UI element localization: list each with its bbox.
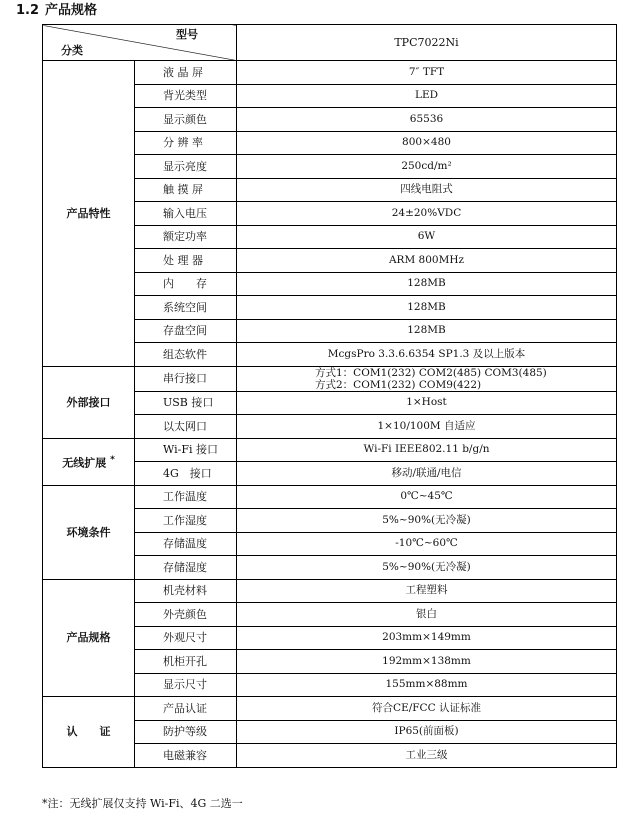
section-number: 1.2 bbox=[16, 3, 40, 18]
spec-item-label: Wi-Fi 接口 bbox=[135, 438, 237, 462]
spec-item-label: 防护等级 bbox=[135, 720, 237, 744]
spec-item-label: 机壳材料 bbox=[135, 579, 237, 603]
category-name: 无线扩展 bbox=[62, 456, 107, 470]
spec-item-label: 以太网口 bbox=[135, 415, 237, 439]
spec-row bbox=[43, 366, 617, 391]
category-cell bbox=[43, 697, 135, 768]
category-name: 产品规格 bbox=[66, 631, 111, 645]
header-row bbox=[43, 25, 617, 61]
spec-item-label: 外观尺寸 bbox=[135, 626, 237, 650]
spec-item-value: 1×10/100M 自适应 bbox=[237, 415, 617, 439]
category-header-label: 分类 bbox=[61, 44, 83, 57]
spec-item-value: 65536 bbox=[237, 108, 617, 132]
spec-row bbox=[43, 579, 617, 603]
category-name: 环境条件 bbox=[66, 525, 111, 539]
spec-item-label: 存盘空间 bbox=[135, 319, 237, 343]
spec-item-value: LED bbox=[237, 84, 617, 108]
spec-item-value: ARM 800MHz bbox=[237, 249, 617, 273]
category-name: 认 证 bbox=[66, 725, 111, 739]
spec-item-label: 显示尺寸 bbox=[135, 673, 237, 697]
spec-item-value: 0℃~45℃ bbox=[237, 485, 617, 509]
spec-item-value: 128MB bbox=[237, 296, 617, 320]
spec-item-value: 128MB bbox=[237, 272, 617, 296]
spec-item-label: 系统空间 bbox=[135, 296, 237, 320]
spec-item-label: 额定功率 bbox=[135, 225, 237, 249]
spec-item-value: 银白 bbox=[237, 603, 617, 627]
spec-item-label: 显示颜色 bbox=[135, 108, 237, 132]
spec-item-value: 1×Host bbox=[237, 391, 617, 415]
spec-item-value: 155mm×88mm bbox=[237, 673, 617, 697]
spec-value-line: 方式1：COM1(232) COM2(485) COM3(485) bbox=[315, 366, 547, 379]
spec-table bbox=[42, 24, 617, 768]
spec-item-value: 工程塑料 bbox=[237, 579, 617, 603]
spec-item-value: 6W bbox=[237, 225, 617, 249]
spec-item-label: 液 晶 屏 bbox=[135, 61, 237, 85]
spec-item-label: 输入电压 bbox=[135, 202, 237, 226]
model-value: TPC7022Ni bbox=[237, 25, 617, 61]
spec-item-label: USB 接口 bbox=[135, 391, 237, 415]
category-cell bbox=[43, 61, 135, 367]
spec-item-value: 24±20%VDC bbox=[237, 202, 617, 226]
spec-item-value: 250cd/m² bbox=[237, 155, 617, 179]
spec-item-value bbox=[237, 366, 617, 391]
spec-item-label: 4G 接口 bbox=[135, 462, 237, 486]
model-header-label: 型号 bbox=[176, 28, 198, 41]
footnote: *注：无线扩展仅支持 Wi-Fi、4G 二选一 bbox=[42, 797, 243, 810]
spec-item-label: 触 摸 屏 bbox=[135, 178, 237, 202]
spec-item-value: IP65(前面板) bbox=[237, 720, 617, 744]
spec-row bbox=[43, 61, 617, 85]
spec-value-line: 方式2：COM1(232) COM9(422) bbox=[315, 378, 482, 391]
spec-item-value: 工业三级 bbox=[237, 744, 617, 768]
category-name: 产品特性 bbox=[66, 206, 111, 220]
header-diagonal-cell bbox=[43, 25, 237, 61]
spec-item-value: 符合CE/FCC 认证标准 bbox=[237, 697, 617, 721]
spec-item-value: 128MB bbox=[237, 319, 617, 343]
spec-item-label: 处 理 器 bbox=[135, 249, 237, 273]
spec-row bbox=[43, 697, 617, 721]
spec-item-value: -10℃~60℃ bbox=[237, 532, 617, 556]
spec-item-value: 800×480 bbox=[237, 131, 617, 155]
spec-item-value: 7″ TFT bbox=[237, 61, 617, 85]
spec-item-value: 203mm×149mm bbox=[237, 626, 617, 650]
category-cell bbox=[43, 438, 135, 485]
category-cell bbox=[43, 366, 135, 438]
spec-item-label: 工作温度 bbox=[135, 485, 237, 509]
section-heading bbox=[16, 2, 97, 20]
spec-item-label: 显示亮度 bbox=[135, 155, 237, 179]
spec-item-value: 5%~90%(无冷凝) bbox=[237, 509, 617, 533]
category-footnote-mark: * bbox=[110, 454, 115, 465]
spec-item-value: 192mm×138mm bbox=[237, 650, 617, 674]
category-cell bbox=[43, 485, 135, 579]
spec-item-label: 存储温度 bbox=[135, 532, 237, 556]
spec-item-label: 机柜开孔 bbox=[135, 650, 237, 674]
section-title: 产品规格 bbox=[45, 3, 98, 18]
spec-item-label: 存储湿度 bbox=[135, 556, 237, 580]
spec-item-label: 外壳颜色 bbox=[135, 603, 237, 627]
spec-item-label: 内 存 bbox=[135, 272, 237, 296]
spec-item-label: 产品认证 bbox=[135, 697, 237, 721]
spec-item-label: 工作湿度 bbox=[135, 509, 237, 533]
spec-item-label: 背光类型 bbox=[135, 84, 237, 108]
spec-item-label: 电磁兼容 bbox=[135, 744, 237, 768]
spec-item-value: 四线电阻式 bbox=[237, 178, 617, 202]
spec-row bbox=[43, 438, 617, 462]
spec-item-label: 分 辨 率 bbox=[135, 131, 237, 155]
spec-item-label: 组态软件 bbox=[135, 343, 237, 367]
category-cell bbox=[43, 579, 135, 697]
spec-item-label: 串行接口 bbox=[135, 366, 237, 391]
spec-row bbox=[43, 485, 617, 509]
spec-item-value: McgsPro 3.3.6.6354 SP1.3 及以上版本 bbox=[237, 343, 617, 367]
category-name: 外部接口 bbox=[66, 395, 111, 409]
spec-item-value: Wi-Fi IEEE802.11 b/g/n bbox=[237, 438, 617, 462]
spec-item-value: 5%~90%(无冷凝) bbox=[237, 556, 617, 580]
spec-item-value: 移动/联通/电信 bbox=[237, 462, 617, 486]
